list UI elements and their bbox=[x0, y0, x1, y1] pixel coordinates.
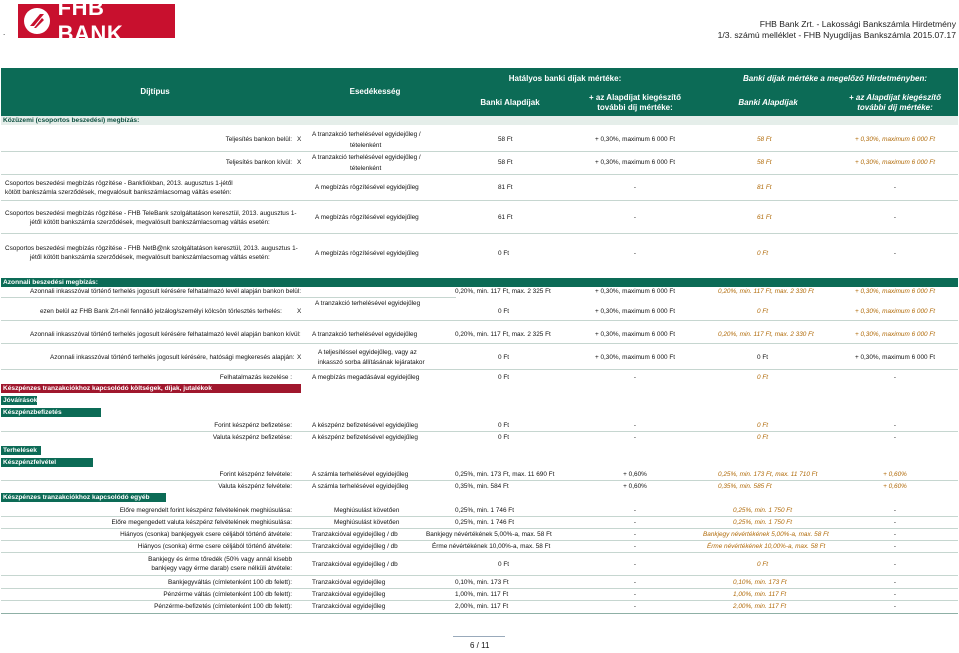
row-alapdij-prev: 0 Ft bbox=[757, 308, 769, 315]
row-kieg: + 0,60% bbox=[623, 483, 647, 490]
row-alapdij-prev: 81 Ft bbox=[757, 184, 772, 191]
row-due: A készpénz befizetésével egyidejűleg bbox=[312, 434, 418, 441]
row-due: A megbízás rögzítésével egyidejűleg bbox=[315, 250, 419, 257]
row-alapdij: 0,20%, min. 117 Ft, max. 2 325 Ft bbox=[455, 288, 551, 295]
row-due: Tranzakcióval egyidejűleg bbox=[312, 579, 386, 586]
row-alapdij-prev: 0,20%, min. 117 Ft, max. 2 330 Ft bbox=[718, 288, 814, 295]
row-due: A megbízás rögzítésével egyidejűleg bbox=[315, 214, 419, 221]
row-label: Forint készpénz befizetése: bbox=[214, 422, 292, 429]
row-due: A számla terhelésével egyidejűleg bbox=[312, 471, 409, 478]
row-alapdij-prev: 0 Ft bbox=[757, 434, 769, 441]
row-label: kötött bankszámla szerződések, megvalósult bankszámlacsomag váltás esetén: bbox=[5, 189, 232, 196]
row-label: Azonnali inkasszóval történő terhelés jogosult kérésére felhatalmazó levél alapján bankon kívül: bbox=[30, 331, 301, 338]
section-befizetes: Készpénzbefizetés Bankfiókban: bbox=[1, 408, 101, 417]
row-alapdij: 1,00%, min. 117 Ft bbox=[455, 591, 509, 598]
row-due: Tranzakcióval egyidejűleg / db bbox=[312, 561, 398, 568]
row-label: Csoportos beszedési megbízás rögzítése - FHB TeleBank szolgáltatáson keresztül, 2013. augusztus 1- bbox=[5, 210, 297, 217]
row-alapdij: 0 Ft bbox=[498, 434, 510, 441]
row-alapdij: 0,10%, min. 173 Ft bbox=[455, 579, 509, 586]
row-alapdij: 0,20%, min. 117 Ft, max. 2 325 Ft bbox=[455, 331, 551, 338]
row-alapdij-prev: 61 Ft bbox=[757, 214, 772, 221]
row-kieg: - bbox=[633, 250, 637, 257]
row-alapdij-prev: 58 Ft bbox=[757, 159, 772, 166]
row-kieg: - bbox=[633, 214, 637, 221]
row-kieg: - bbox=[633, 561, 637, 568]
row-due: tételenként bbox=[350, 165, 382, 172]
row-due: A megbízás megadásával egyidejűleg bbox=[312, 374, 420, 381]
page-separator bbox=[453, 636, 505, 637]
row-kieg: + 0,30%, maximum 6 000 Ft bbox=[594, 354, 676, 361]
row-due: A teljesítéssel egyidejűleg, vagy az bbox=[318, 349, 417, 356]
row-label: Azonnali inkasszóval történő terhelés jogosult kérésére felhatalmazó levél alapján bankon belül: bbox=[30, 288, 302, 295]
row-label: Forint készpénz felvétele: bbox=[219, 471, 292, 478]
row-x: X bbox=[297, 308, 302, 315]
row-kieg: + 0,30%, maximum 6 000 Ft bbox=[594, 331, 676, 338]
row-kieg-prev: - bbox=[893, 531, 897, 538]
row-alapdij: 0,25%, min. 173 Ft, max. 11 690 Ft bbox=[455, 471, 555, 478]
row-kieg-prev: - bbox=[893, 434, 897, 441]
row-due: Tranzakcióval egyidejűleg / db bbox=[312, 543, 398, 550]
row-kieg-prev: - bbox=[893, 591, 897, 598]
row-kieg-prev: + 0,60% bbox=[883, 471, 907, 478]
row-due: Meghiúsulást követően bbox=[334, 507, 400, 514]
row-alapdij-prev: 0 Ft bbox=[757, 374, 769, 381]
row-kieg: - bbox=[633, 422, 637, 429]
row-label: Hiányos (csonka) érme csere céljából történő átvétele: bbox=[137, 543, 292, 550]
header-kiegeszito-2: + az Alapdíjat kiegészítő további díj mértéke: bbox=[849, 93, 941, 112]
row-due: tételenként bbox=[350, 142, 382, 149]
row-due: Tranzakcióval egyidejűleg / db bbox=[312, 531, 398, 538]
row-alapdij: 2,00%, min. 117 Ft bbox=[455, 603, 509, 610]
row-alapdij-prev: 0,25%, min. 1 750 Ft bbox=[733, 519, 792, 526]
row-x: X bbox=[297, 136, 302, 143]
row-alapdij-prev: 0,35%, min. 585 Ft bbox=[718, 483, 772, 490]
row-label: Bankjegyváltás (címletenként 100 db felett): bbox=[168, 579, 292, 586]
row-kieg: - bbox=[633, 543, 637, 550]
row-alapdij: 61 Ft bbox=[498, 214, 513, 221]
row-alapdij-prev: 0 Ft bbox=[757, 422, 769, 429]
row-alapdij-prev: 0 Ft bbox=[757, 561, 769, 568]
row-due: A tranzakció terhelésével egyidejűleg bbox=[312, 331, 418, 338]
section-joviras: Jóváírások bbox=[3, 397, 38, 404]
row-kieg: - bbox=[633, 434, 637, 441]
row-label: Teljesítés bankon belül: bbox=[225, 136, 292, 143]
row-label: jétől kötött bankszámla szerződések, megvalósult bankszámlacsomag váltás esetén: bbox=[30, 254, 270, 261]
row-due: inkasszó sorba állításának lejáratakor bbox=[318, 359, 425, 366]
row-alapdij: 58 Ft bbox=[498, 136, 513, 143]
row-label: Valuta készpénz befizetése: bbox=[212, 434, 292, 441]
row-alapdij: Érme névértékének 10,00%-a, max. 58 Ft bbox=[432, 543, 551, 550]
row-due: A tranzakció terhelésével egyidejűleg / bbox=[312, 131, 421, 138]
row-kieg-prev: + 0,30%, maximum 6 000 Ft bbox=[854, 136, 936, 143]
logo-mark-icon bbox=[24, 8, 50, 34]
row-label: Előre megrendelt forint készpénz felvételének meghiúsulása: bbox=[119, 507, 292, 514]
logo-text: FHB BANK bbox=[57, 0, 124, 46]
row-kieg: + 0,30%, maximum 6 000 Ft bbox=[594, 288, 676, 295]
header-megelozo: Banki díjak mértéke a megelőző Hirdetményben: bbox=[742, 74, 928, 83]
row-kieg-prev: - bbox=[893, 214, 897, 221]
row-kieg-prev: - bbox=[893, 519, 897, 526]
row-alapdij: 0,25%, min. 1 746 Ft bbox=[455, 507, 514, 514]
row-kieg-prev: + 0,30%, maximum 6 000 Ft bbox=[854, 331, 936, 338]
section-egyeb: Készpénzes tranzakciókhoz kapcsolódó egyéb díjak: bbox=[1, 493, 166, 502]
row-kieg: + 0,60% bbox=[623, 471, 647, 478]
row-label: Csoportos beszedési megbízás rögzítése - Bankfiókban, 2013. augusztus 1-jétől bbox=[5, 180, 233, 187]
row-alapdij: 0 Ft bbox=[498, 354, 510, 361]
row-alapdij-prev: 0,10%, min. 173 Ft bbox=[733, 579, 787, 586]
row-kieg-prev: + 0,30%, maximum 6 000 Ft bbox=[854, 354, 936, 361]
row-kieg: - bbox=[633, 374, 637, 381]
header-kiegeszito: + az Alapdíjat kiegészítő további díj mértéke: bbox=[589, 93, 681, 112]
row-alapdij-prev: 0 Ft bbox=[757, 354, 769, 361]
row-alapdij: 0 Ft bbox=[498, 561, 510, 568]
row-due: A megbízás rögzítésével egyidejűleg bbox=[315, 184, 419, 191]
row-label: Pénzérme váltás (címletenként 100 db felett): bbox=[163, 591, 292, 598]
row-alapdij: 0 Ft bbox=[498, 250, 510, 257]
row-alapdij: Bankjegy névértékének 5,00%-a, max. 58 Ft bbox=[426, 531, 552, 538]
row-label: Azonnali inkasszóval történő terhelés jogosult kérésére, hatósági megkeresés alapján: bbox=[50, 354, 295, 361]
row-label: Teljesítés bankon kívül: bbox=[225, 159, 292, 166]
row-alapdij: 81 Ft bbox=[498, 184, 513, 191]
row-kieg: - bbox=[633, 579, 637, 586]
row-alapdij: 0 Ft bbox=[498, 308, 510, 315]
header-banki-alapdijak-2: Banki Alapdíjak bbox=[738, 98, 798, 107]
row-label: bankjegy vagy érme darab) csere nélküli átvétele: bbox=[151, 565, 292, 572]
section-azonnali: Azonnali beszedési megbízás: bbox=[1, 278, 958, 287]
header-banki-alapdijak: Banki Alapdíjak bbox=[480, 98, 540, 107]
row-due: A számla terhelésével egyidejűleg bbox=[312, 483, 409, 490]
row-alapdij-prev: Érme névértékének 10,00%-a, max. 58 Ft bbox=[707, 543, 826, 550]
header-dot: . bbox=[3, 28, 6, 37]
row-alapdij: 58 Ft bbox=[498, 159, 513, 166]
document-title bbox=[718, 19, 956, 41]
row-label: jétől kötött bankszámla szerződések, megvalósult bankszámlacsomag váltás esetén: bbox=[30, 219, 270, 226]
row-kieg: - bbox=[633, 591, 637, 598]
row-label: Bankjegy és érme tőredék (50% vagy annál kisebb bbox=[148, 556, 292, 563]
row-alapdij-prev: 2,00%, min. 117 Ft bbox=[733, 603, 787, 610]
fhb-logo bbox=[18, 0, 175, 46]
row-kieg: - bbox=[633, 603, 637, 610]
row-kieg: - bbox=[633, 519, 637, 526]
row-due: Meghiúsulást követően bbox=[334, 519, 400, 526]
row-kieg: + 0,30%, maximum 6 000 Ft bbox=[594, 136, 676, 143]
row-kieg-prev: + 0,30%, maximum 6 000 Ft bbox=[854, 288, 936, 295]
row-kieg-prev: - bbox=[893, 561, 897, 568]
header-hatalyos: Hatályos banki díjak mértéke: bbox=[508, 74, 622, 83]
row-kieg-prev: + 0,30%, maximum 6 000 Ft bbox=[854, 159, 936, 166]
row-kieg-prev: + 0,30%, maximum 6 000 Ft bbox=[854, 308, 936, 315]
row-label: Pénzérme-befizetés (címletenként 100 db felett): bbox=[154, 603, 292, 610]
row-due: Tranzakcióval egyidejűleg bbox=[312, 603, 386, 610]
row-alapdij-prev: 58 Ft bbox=[757, 136, 772, 143]
row-alapdij-prev: 0,25%, min. 1 750 Ft bbox=[733, 507, 792, 514]
row-alapdij-prev: 0 Ft bbox=[757, 250, 769, 257]
row-alapdij-prev: 0,25%, min. 173 Ft, max. 11 710 Ft bbox=[718, 471, 818, 478]
row-label: Valuta készpénz felvétele: bbox=[218, 483, 292, 490]
row-label: Csoportos beszedési megbízás rögzítése - FHB NetB@nk szolgáltatáson keresztül, 2013. augusztus 1- bbox=[5, 245, 298, 252]
row-label: Felhatalmazás kezelése : bbox=[219, 374, 292, 381]
row-kieg-prev: - bbox=[893, 603, 897, 610]
row-alapdij: 0,25%, min. 1 746 Ft bbox=[455, 519, 514, 526]
section-keszpenz: Készpénzes tranzakciókhoz kapcsolódó költségek, díjak, jutalékok bbox=[1, 384, 301, 393]
row-kieg: - bbox=[633, 507, 637, 514]
row-kieg-prev: - bbox=[893, 507, 897, 514]
row-alapdij-prev: 1,00%, min. 117 Ft bbox=[733, 591, 787, 598]
header-dijtipus: Díjtípus bbox=[140, 87, 170, 96]
title-line-2: 1/3. számú melléklet - FHB Nyugdíjas Bankszámla 2015.07.17 bbox=[717, 30, 956, 40]
row-kieg-prev: + 0,60% bbox=[883, 483, 907, 490]
page-number: 6 / 11 bbox=[470, 641, 490, 650]
row-kieg-prev: - bbox=[893, 422, 897, 429]
row-label: Hiányos (csonka) bankjegyek csere céljából történő átvétele: bbox=[120, 531, 292, 538]
section-terhelesek: Terhelések bbox=[1, 446, 41, 455]
row-alapdij: 0,35%, min. 584 Ft bbox=[455, 483, 509, 490]
row-due: A készpénz befizetésével egyidejűleg bbox=[312, 422, 418, 429]
row-alapdij-prev: Bankjegy névértékének 5,00%-a, max. 58 Ft bbox=[703, 531, 829, 538]
header-esedekesseg: Esedékesség bbox=[349, 87, 401, 96]
row-kieg-prev: - bbox=[893, 579, 897, 586]
row-alapdij: 0 Ft bbox=[498, 422, 510, 429]
row-kieg-prev: - bbox=[893, 184, 897, 191]
row-x: X bbox=[297, 354, 302, 361]
row-label: ezen belül az FHB Bank Zrt-nél fennálló jelzálog/személyi kölcsön törlesztés terhelés: bbox=[40, 308, 282, 315]
row-due: A tranzakció terhelésével egyidejűleg / bbox=[312, 154, 421, 161]
section-kozuzemi: Közüzemi (csoportos beszedési) megbízás: bbox=[1, 116, 958, 125]
section-felvetel: Készpénzfelvétel Bankfiókban: bbox=[1, 458, 93, 467]
row-alapdij-prev: 0,20%, min. 117 Ft, max. 2 330 Ft bbox=[718, 331, 814, 338]
row-x: X bbox=[297, 159, 302, 166]
row-kieg-prev: - bbox=[893, 543, 897, 550]
row-kieg-prev: - bbox=[893, 250, 897, 257]
row-kieg-prev: - bbox=[893, 374, 897, 381]
row-kieg: + 0,30%, maximum 6 000 Ft bbox=[594, 159, 676, 166]
row-kieg: + 0,30%, maximum 6 000 Ft bbox=[594, 308, 676, 315]
row-label: Előre megengedett valuta készpénz felvételének meghiúsulása: bbox=[111, 519, 292, 526]
row-due: A tranzakció terhelésével egyidejűleg bbox=[315, 300, 421, 307]
row-kieg: - bbox=[633, 531, 637, 538]
title-line-1: FHB Bank Zrt. - Lakossági Bankszámla Hirdetmény bbox=[759, 19, 956, 29]
row-due: Tranzakcióval egyidejűleg bbox=[312, 591, 386, 598]
row-alapdij: 0 Ft bbox=[498, 374, 510, 381]
row-kieg: - bbox=[633, 184, 637, 191]
